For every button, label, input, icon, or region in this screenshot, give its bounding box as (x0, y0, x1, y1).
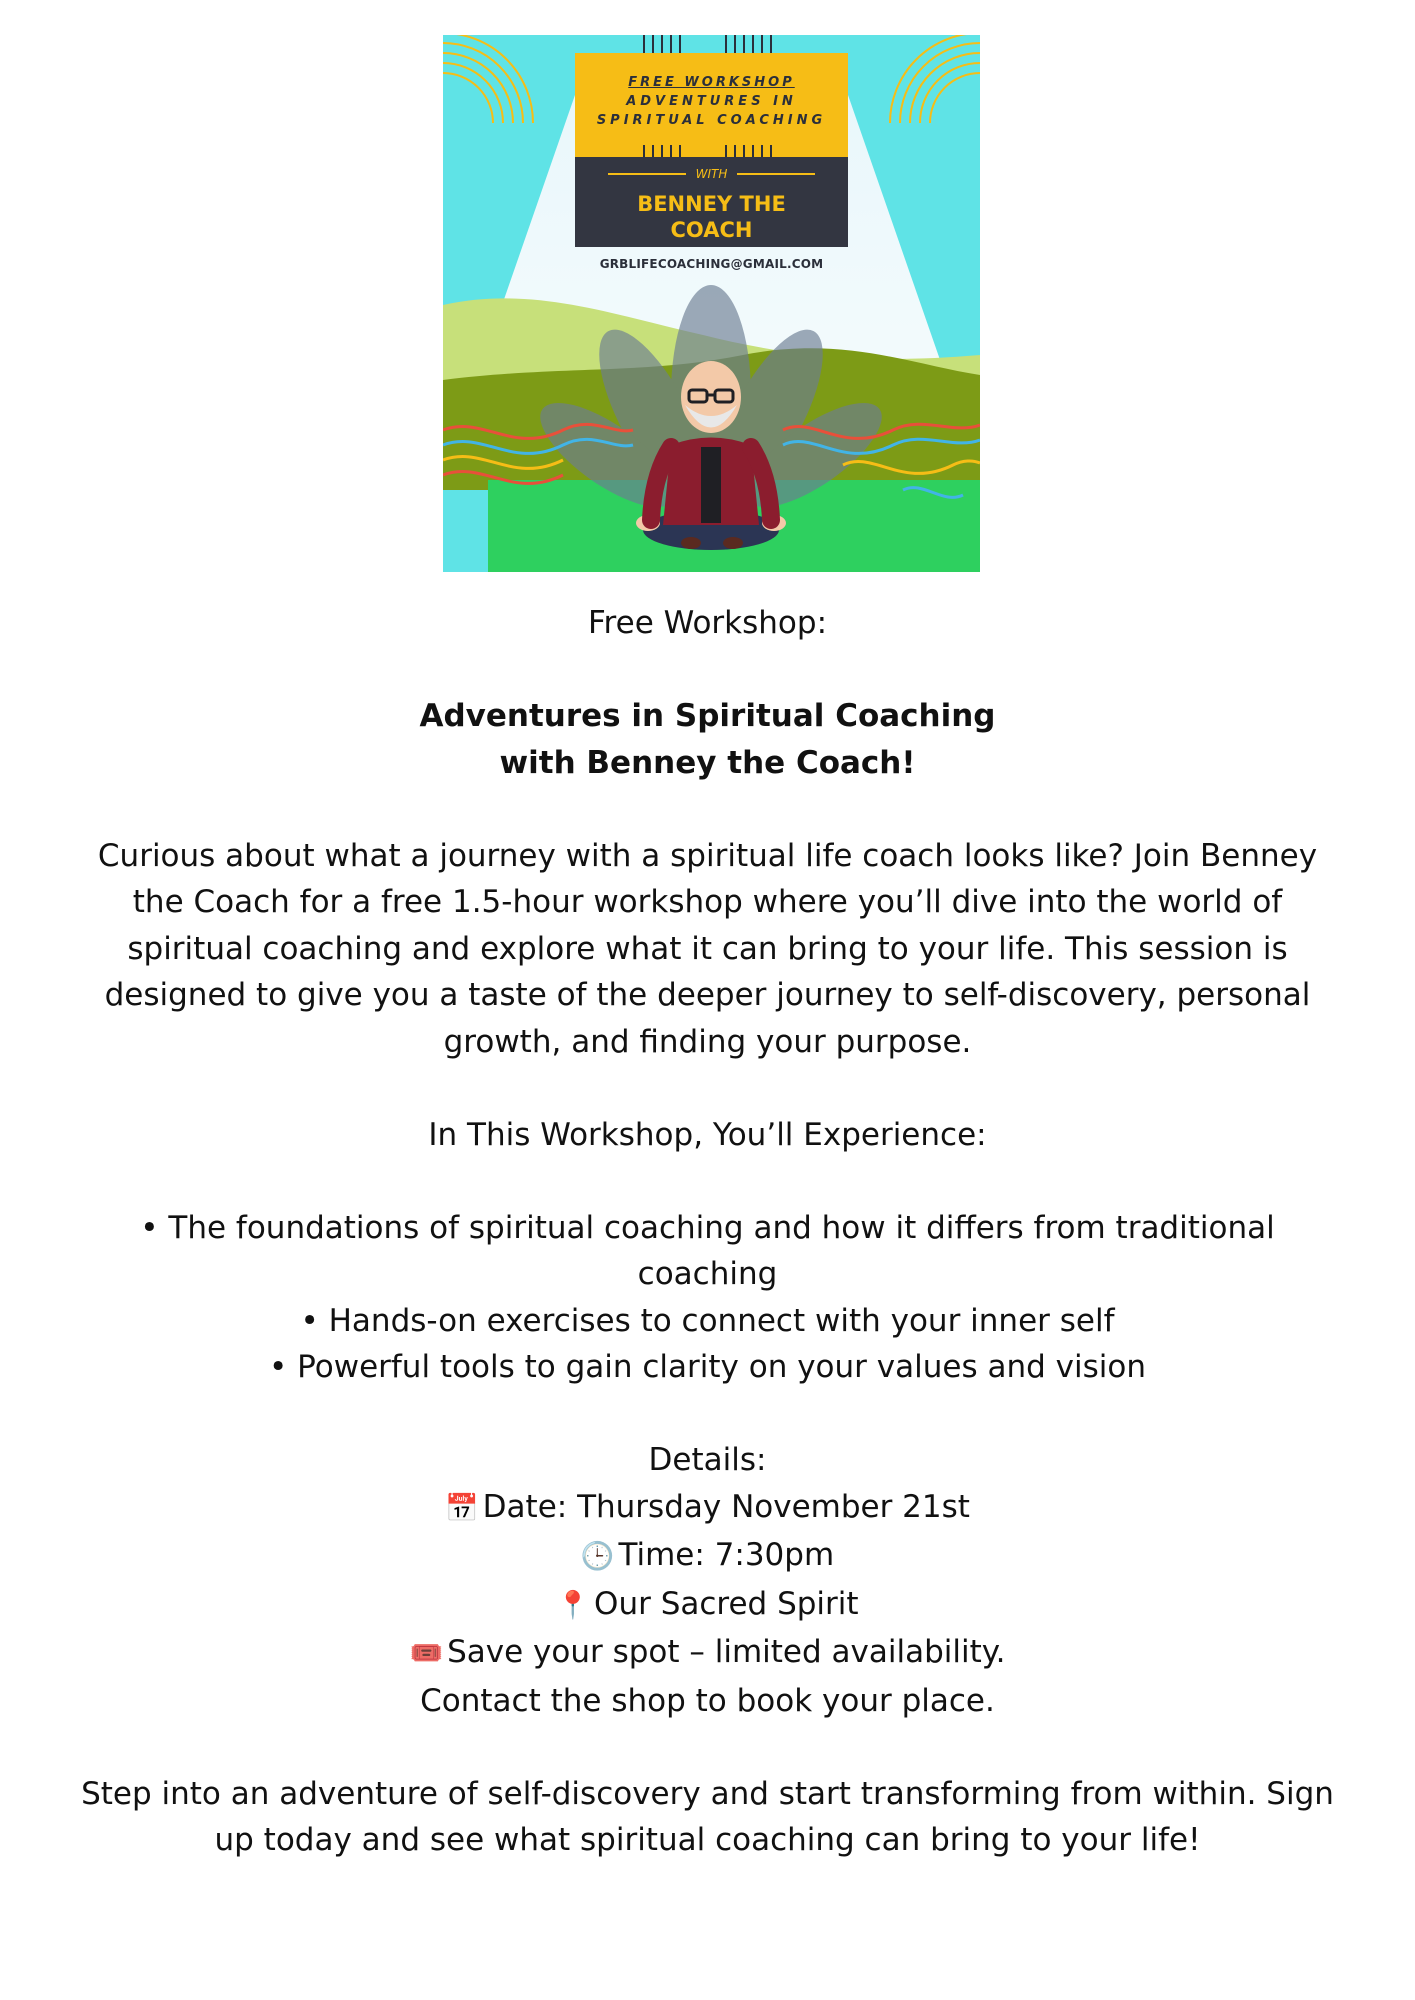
with-label: WITH (695, 167, 728, 181)
clock-icon: 🕒 (580, 1541, 615, 1572)
banner-line-1: FREE WORKSHOP (628, 75, 795, 90)
calendar-icon: 📅 (445, 1492, 479, 1524)
coach-name-banner (575, 157, 848, 247)
detail-date (70, 1484, 1345, 1533)
with-row (575, 167, 848, 181)
bullet-item: • The foundations of spiritual coaching and how it differs from traditional coaching (140, 1209, 1275, 1292)
divider (737, 173, 815, 175)
title-line-2: with Benney the Coach! (499, 744, 916, 781)
map-pin-icon: 📍 (556, 1589, 591, 1621)
description-paragraph: Curious about what a journey with a spiritual life coach looks like? Join Benney the Coach for a free 1.5-hour workshop where you’ll dive into the world of spiritual coaching and explore what it can bring to your life. This session is designed to give you a taste of the deeper journey to self-discovery, personal growth, and finding your purpose. (97, 837, 1318, 1060)
closing-paragraph: Step into an adventure of self-discovery and start transforming from within. Sign up today and see what spiritual coaching can bring to your life! (81, 1775, 1334, 1858)
detail-time (70, 1532, 1345, 1581)
detail-location (70, 1581, 1345, 1630)
workshop-poster (443, 35, 980, 572)
bullet-item: • Powerful tools to gain clarity on your values and vision (269, 1349, 1146, 1385)
banner-hanger-ticks (725, 35, 772, 53)
intro-label: Free Workshop: (587, 605, 828, 641)
banner-line-3: SPIRITUAL COACHING (596, 113, 827, 128)
ticket-icon: 🎟️ (409, 1638, 444, 1669)
banner-line-2: ADVENTURES IN (626, 94, 797, 109)
workshop-description (70, 600, 1345, 1864)
time-text: Time: 7:30pm (618, 1537, 835, 1573)
spot-text: Save your spot – limited availability. (447, 1634, 1006, 1670)
title-line-1: Adventures in Spiritual Coaching (419, 698, 996, 734)
details-heading: Details: (648, 1442, 767, 1478)
bullet-item: • Hands-on exercises to connect with your inner self (300, 1302, 1115, 1339)
location-text: Our Sacred Spirit (594, 1585, 859, 1622)
detail-spot (70, 1629, 1345, 1678)
banner-hanger-ticks (643, 35, 681, 53)
divider (608, 173, 686, 175)
coach-name: BENNEY THE COACH (637, 192, 786, 242)
detail-contact: Contact the shop to book your place. (420, 1682, 995, 1719)
poster-email: GRBLIFECOACHING@GMAIL.COM (599, 257, 824, 271)
experience-heading: In This Workshop, You’ll Experience: (428, 1116, 987, 1153)
date-text: Date: Thursday November 21st (482, 1488, 970, 1525)
